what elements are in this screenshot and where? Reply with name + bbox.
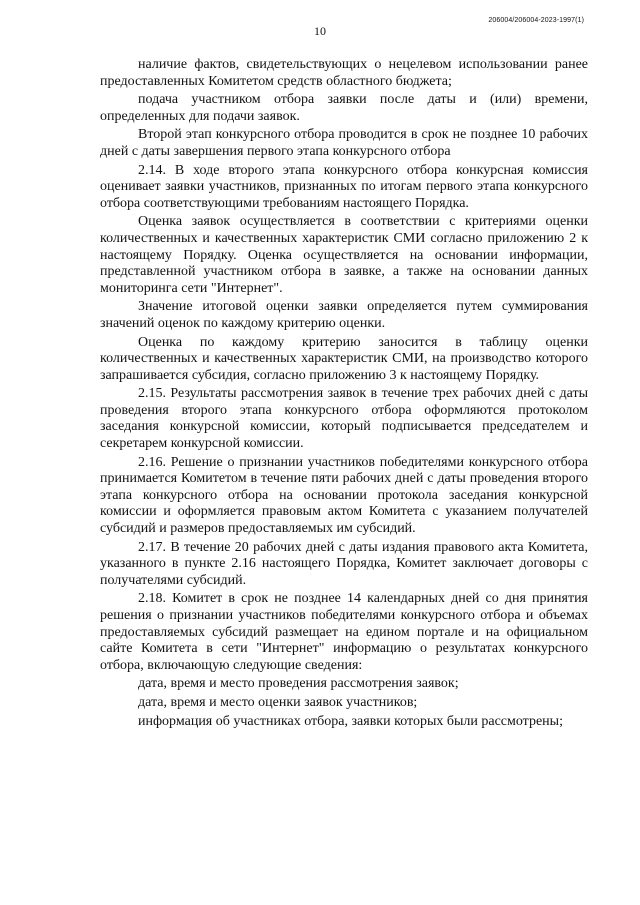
page-number: 10 <box>314 24 326 38</box>
paragraph: Оценка заявок осуществляется в соответствии с критериями оценки количественных и качественных характеристик СМИ согласно приложению 2 к настоящему Порядку. Оценка осуществляется на основании информации, представленной участником отбора в заявке, а также на основании данных мониторинга сети "Интернет". <box>100 214 588 296</box>
paragraph: 2.18. Комитет в срок не позднее 14 календарных дней со дня принятия решения о признании участников победителями конкурсного отбора и объемах предоставляемых субсидий размещает на едином портале и на официальном сайте Комитета в сети "Интернет" информацию о результатах конкурсного отбора, включающую следующие сведения: <box>100 591 588 673</box>
paragraph: дата, время и место оценки заявок участников; <box>138 694 418 710</box>
paragraph: 2.16. Решение о признании участников победителями конкурсного отбора принимается Комитетом в течение пяти рабочих дней с даты проведения второго этапа конкурсного отбора на основании протокола заседания конкурсной комиссии и оформляется правовым актом Комитета с указанием получателей субсидий и размеров предоставляемых им субсидий. <box>100 454 588 537</box>
document-body <box>100 57 588 732</box>
paragraph: 2.17. В течение 20 рабочих дней с даты издания правового акта Комитета, указанного в пункте 2.16 настоящего Порядка, Комитет заключает договоры с получателями субсидий. <box>100 539 588 588</box>
paragraph: Оценка по каждому критерию заносится в таблицу оценки количественных и качественных характеристик СМИ, на производство которого запрашивается субсидия, согласно приложению 3 к настоящему Порядку. <box>100 334 588 383</box>
paragraph: Второй этап конкурсного отбора проводится в срок не позднее 10 рабочих дней с даты завершения первого этапа конкурсного отбора <box>100 127 588 159</box>
paragraph: наличие фактов, свидетельствующих о нецелевом использовании ранее предоставленных Комитетом средств областного бюджета; <box>100 57 588 89</box>
paragraph: 2.14. В ходе второго этапа конкурсного отбора конкурсная комиссия оценивает заявки участников, признанных по итогам первого этапа конкурсного отбора соответствующими требованиям настоящего Порядка. <box>100 162 588 211</box>
paragraph: информация об участниках отбора, заявки которых были рассмотрены; <box>138 713 563 729</box>
paragraph: подача участником отбора заявки после даты и (или) времени, определенных для подачи заявок. <box>100 92 588 124</box>
paragraph: дата, время и место проведения рассмотрения заявок; <box>138 676 459 692</box>
paragraph: Значение итоговой оценки заявки определяется путем суммирования значений оценок по каждому критерию оценки. <box>100 299 588 331</box>
paragraph: 2.15. Результаты рассмотрения заявок в течение трех рабочих дней с даты проведения второго этапа конкурсного отбора оформляются протоколом заседания конкурсной комиссии, который подписывается председателем и секретарем конкурсной комиссии. <box>100 386 588 452</box>
document-id: 206004/206004-2023-1997(1) <box>488 17 584 24</box>
